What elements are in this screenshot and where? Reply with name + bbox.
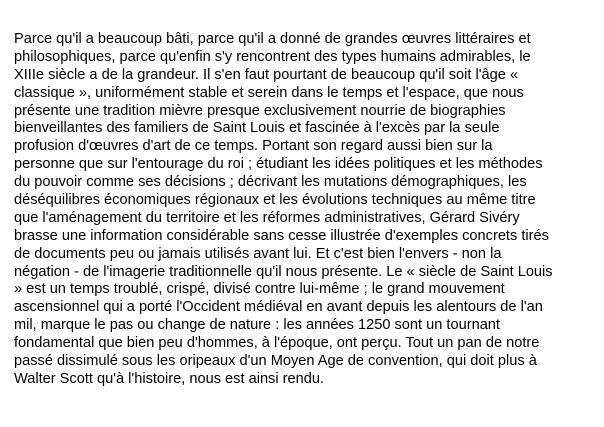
text-line: bienveillantes des familiers de Saint Louis et fascinée à l'excès par la seule bbox=[14, 120, 500, 137]
text-line: personne que sur l'entourage du roi ; étudiant les idées politiques et les méthodes bbox=[14, 156, 543, 173]
text-line: profusion d'œuvres d'art de ce temps. Portant son regard aussi bien sur la bbox=[14, 138, 493, 155]
text-line: déséquilibres économiques régionaux et les évolutions techniques au même titre bbox=[14, 192, 536, 209]
text-line: » est un temps troublé, crispé, divisé contre lui-même ; le grand mouvement bbox=[14, 281, 505, 298]
text-line: négation - de l'imagerie traditionnelle qu'il nous présente. Le « siècle de Saint Louis bbox=[14, 263, 553, 280]
text-line: présente une tradition mièvre presque exclusivement nourrie de biographies bbox=[14, 102, 506, 119]
text-line: fondamental que bien peu d'hommes, à l'époque, ont perçu. Tout un pan de notre bbox=[14, 335, 540, 352]
text-line: de documents peu ou jamais utilisés avant lui. Et c'est bien l'envers - non la bbox=[14, 245, 502, 262]
text-line: ascensionnel qui a porté l'Occident médiéval en avant depuis les alentours de l'an bbox=[14, 299, 543, 316]
text-line: XIIIe siècle a de la grandeur. Il s'en faut pourtant de beaucoup qu'il soit l'âge « bbox=[14, 66, 519, 83]
text-line: classique », uniformément stable et serein dans le temps et l'espace, que nous bbox=[14, 84, 524, 101]
text-line: brasse une information considérable sans cesse illustrée d'exemples concrets tirés bbox=[14, 227, 549, 244]
document-text bbox=[14, 31, 594, 389]
text-line: mil, marque le pas ou change de nature : les années 1250 sont un tournant bbox=[14, 317, 500, 334]
text-line: Walter Scott qu'à l'histoire, nous est ainsi rendu. bbox=[14, 370, 325, 387]
text-line: du pouvoir comme ses décisions ; décrivant les mutations démographiques, les bbox=[14, 174, 527, 191]
text-line: passé dissimulé sous les oripeaux d'un Moyen Age de convention, qui doit plus à bbox=[14, 353, 537, 370]
text-line: philosophiques, parce qu'enfin s'y rencontrent des types humains admirables, le bbox=[14, 48, 531, 65]
text-line: que l'aménagement du territoire et les réformes administratives, Gérard Sivéry bbox=[14, 209, 520, 226]
text-line: Parce qu'il a beaucoup bâti, parce qu'il a donné de grandes œuvres littéraires et bbox=[14, 31, 531, 47]
